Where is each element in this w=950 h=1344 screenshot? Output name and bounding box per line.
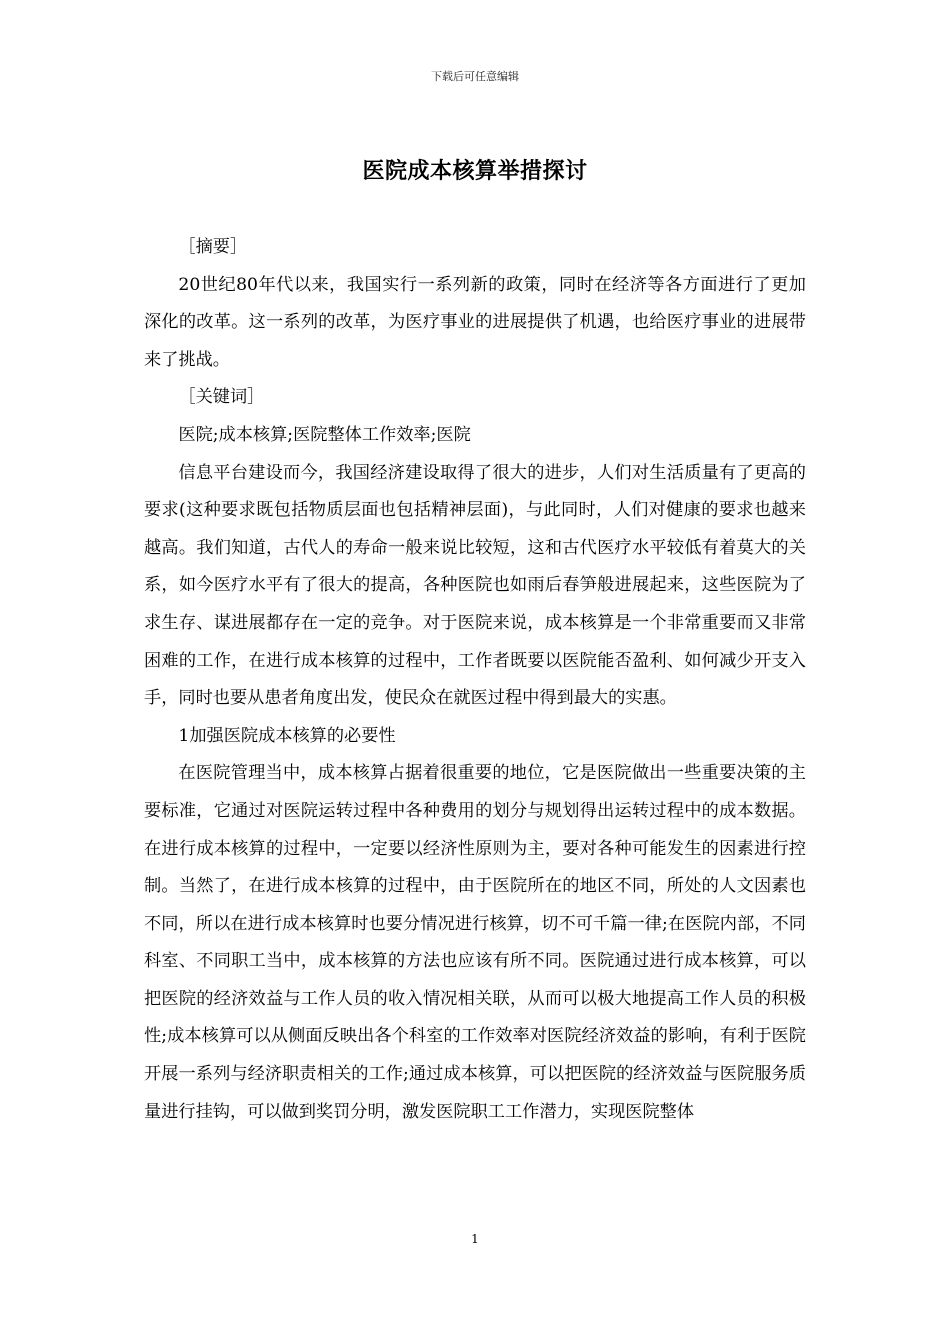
body-paragraph: 在医院管理当中，成本核算占据着很重要的地位，它是医院做出一些重要决策的主要标准，它通过对医院运转过程中各种费用的划分与规划得出运转过程中的成本数据。在进行成本核算的过程中，一定要以经济性原则为主，要对各种可能发生的因素进行控制。当然了，在进行成本核算的过程中，由于医院所在的地区不同，所处的人文因素也不同，所以在进行成本核算时也要分情况进行核算，切不可千篇一律;在医院内部，不同科室、不同职工当中，成本核算的方法也应该有所不同。医院通过进行成本核算，可以把医院的经济效益与工作人员的收入情况相关联，从而可以极大地提高工作人员的积极性;成本核算可以从侧面反映出各个科室的工作效率对医院经济效益的影响，有利于医院开展一系列与经济职责相关的工作;通过成本核算，可以把医院的经济效益与医院服务质量进行挂钩，可以做到奖罚分明，激发医院职工工作潜力，实现医院整体 [144,763,806,1122]
body-paragraph: 信息平台建设而今，我国经济建设取得了很大的进步，人们对生活质量有了更高的要求(这种要求既包括物质层面也包括精神层面)，与此同时，人们对健康的要求也越来越高。我们知道，古代人的寿命一般来说比较短，这和古代医疗水平较低有着莫大的关系，如今医疗水平有了很大的提高，各种医院也如雨后春笋般进展起来，这些医院为了求生存、谋进展都存在一定的竞争。对于医院来说，成本核算是一个非常重要而又非常困难的工作，在进行成本核算的过程中，工作者既要以医院能否盈利、如何减少开支入手，同时也要从患者角度出发，使民众在就医过程中得到最大的实惠。 [144,462,806,709]
abstract-paragraph: 20世纪80年代以来，我国实行一系列新的政策，同时在经济等各方面进行了更加深化的改革。这一系列的改革，为医疗事业的进展提供了机遇，也给医疗事业的进展带来了挑战。 [144,274,806,370]
header-note: 下载后可任意编辑 [431,70,519,83]
document-body [144,229,806,1131]
section-heading: 1加强医院成本核算的必要性 [178,725,396,746]
document-title: 医院成本核算举措探讨 [362,158,588,184]
abstract-heading: ［摘要］ [178,237,248,257]
keywords-paragraph: 医院;成本核算;医院整体工作效率;医院 [178,424,471,445]
page-number: 1 [471,1232,479,1246]
keywords-heading: ［关键词］ [178,387,265,408]
